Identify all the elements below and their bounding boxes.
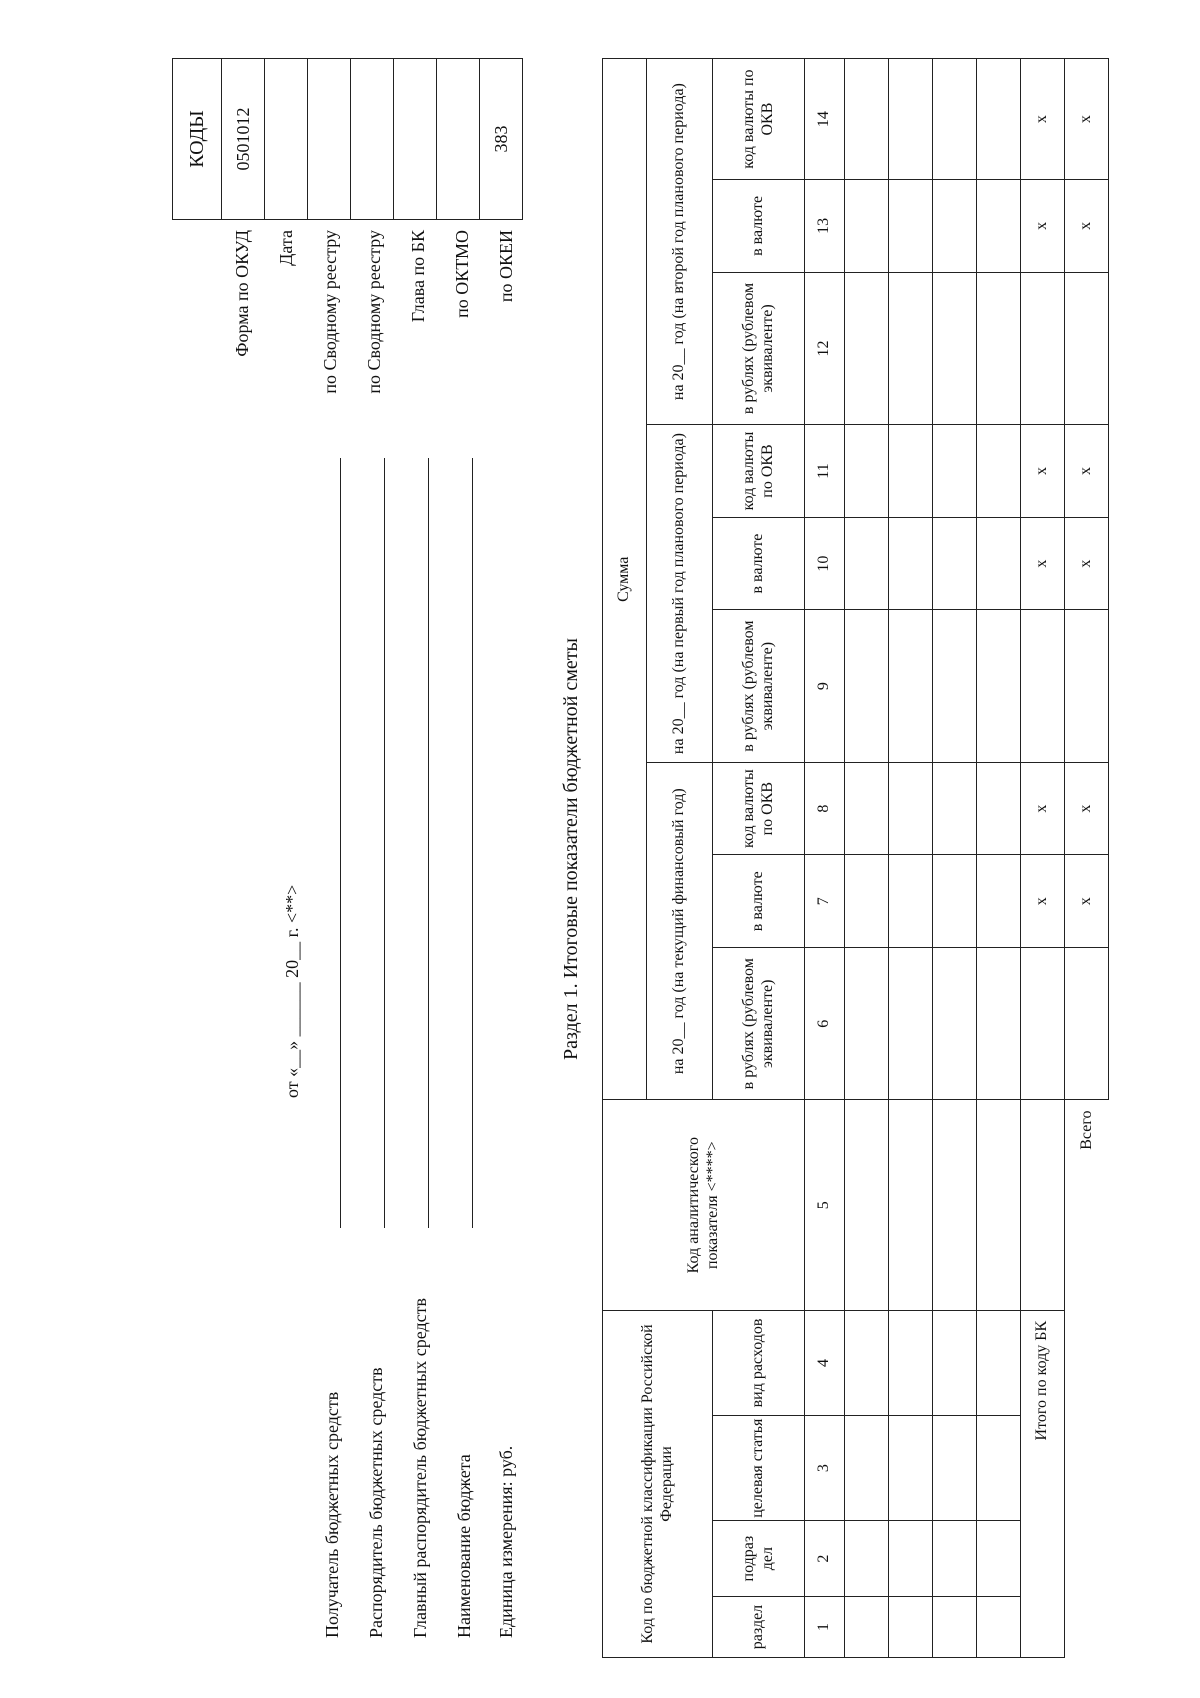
okud-label: Форма по ОКУД	[232, 230, 252, 357]
col-head-expense-type: вид расходов	[713, 1310, 805, 1415]
table-cell[interactable]	[889, 1100, 933, 1310]
estimate-table	[602, 58, 1109, 1658]
col-number: 3	[805, 1416, 845, 1521]
total-label: Всего	[1065, 1100, 1109, 1658]
table-cell[interactable]	[977, 1416, 1021, 1521]
x-mark: x	[1021, 855, 1065, 948]
table-cell[interactable]	[1021, 610, 1065, 763]
col-head-subsection: подраз дел	[713, 1521, 805, 1597]
table-cell[interactable]	[889, 180, 933, 273]
table-cell[interactable]	[1065, 947, 1109, 1100]
table-cell[interactable]	[933, 180, 977, 273]
table-cell[interactable]	[845, 425, 889, 518]
table-row	[977, 59, 1021, 1658]
table-cell[interactable]	[845, 1521, 889, 1597]
table-cell[interactable]	[845, 947, 889, 1100]
x-mark: x	[1065, 762, 1109, 855]
date-code[interactable]	[265, 59, 308, 220]
col-number: 9	[805, 610, 845, 763]
analytic-header: Код аналитического показателя <****>	[603, 1100, 805, 1310]
table-row	[845, 59, 889, 1658]
x-mark: x	[1021, 59, 1065, 180]
field-chief-manager: Главный распорядитель бюджетных средств	[410, 1298, 430, 1638]
table-cell[interactable]	[933, 59, 977, 180]
table-cell[interactable]	[845, 1100, 889, 1310]
table-cell[interactable]	[933, 855, 977, 948]
x-mark: x	[1021, 425, 1065, 518]
date-label: Дата	[276, 230, 296, 266]
x-mark: x	[1021, 517, 1065, 610]
table-cell[interactable]	[977, 947, 1021, 1100]
table-cell[interactable]	[977, 610, 1021, 763]
table-cell[interactable]	[1021, 272, 1065, 425]
table-cell[interactable]	[889, 1597, 933, 1658]
table-cell[interactable]	[977, 180, 1021, 273]
x-mark: x	[1065, 855, 1109, 948]
table-cell[interactable]	[933, 1100, 977, 1310]
total-bk-row	[1021, 59, 1065, 1658]
table-cell[interactable]	[889, 272, 933, 425]
total-bk-label: Итого по коду БК	[1021, 1310, 1065, 1657]
table-cell[interactable]	[889, 1310, 933, 1415]
sum-header: Сумма	[603, 59, 647, 1101]
table-cell[interactable]	[845, 59, 889, 180]
table-cell[interactable]	[933, 1416, 977, 1521]
table-cell[interactable]	[889, 855, 933, 948]
okei-label: по ОКЕИ	[496, 230, 516, 303]
table-cell[interactable]	[933, 1597, 977, 1658]
col-head-cur-1: в валюте	[713, 855, 805, 948]
codes-title: КОДЫ	[173, 59, 222, 220]
table-cell[interactable]	[977, 1100, 1021, 1310]
table-cell[interactable]	[845, 180, 889, 273]
period-first-plan: на 20__ год (на первый год планового периода)	[647, 425, 713, 763]
date-line: от «__» ______ 20__ г. <**>	[282, 884, 302, 1098]
table-cell[interactable]	[933, 947, 977, 1100]
oktmo-code[interactable]	[437, 59, 480, 220]
col-head-okv-2: код валюты по ОКВ	[713, 425, 805, 518]
col-head-target: целевая статья	[713, 1416, 805, 1521]
table-cell[interactable]	[977, 272, 1021, 425]
total-row	[1065, 59, 1109, 1658]
col-number: 14	[805, 59, 845, 180]
okud-code[interactable]: 0501012	[222, 59, 265, 220]
table-cell[interactable]	[933, 1521, 977, 1597]
table-cell[interactable]	[1021, 947, 1065, 1100]
col-number: 11	[805, 425, 845, 518]
table-cell[interactable]	[977, 425, 1021, 518]
table-cell[interactable]	[889, 517, 933, 610]
field-unit: Единица измерения: руб.	[496, 1445, 516, 1638]
table-cell[interactable]	[845, 272, 889, 425]
col-head-rub-3: в рублях (рублевом эквиваленте)	[713, 272, 805, 425]
x-mark: x	[1065, 517, 1109, 610]
table-cell[interactable]	[977, 855, 1021, 948]
field-manager: Распорядитель бюджетных средств	[366, 1367, 386, 1638]
table-cell[interactable]	[845, 610, 889, 763]
period-current: на 20__ год (на текущий финансовый год)	[647, 762, 713, 1100]
table-cell[interactable]	[1021, 1100, 1065, 1310]
table-cell[interactable]	[845, 517, 889, 610]
x-mark: x	[1065, 59, 1109, 180]
table-cell[interactable]	[889, 762, 933, 855]
table-cell[interactable]	[977, 762, 1021, 855]
period-second-plan: на 20__ год (на второй год планового периода)	[647, 59, 713, 425]
col-head-okv-3: код валюты по ОКВ	[713, 59, 805, 180]
x-mark: x	[1065, 180, 1109, 273]
col-head-rub-2: в рублях (рублевом эквиваленте)	[713, 610, 805, 763]
col-number: 1	[805, 1597, 845, 1658]
field-recipient: Получатель бюджетных средств	[322, 1391, 342, 1638]
table-cell[interactable]	[889, 610, 933, 763]
registry-code-1[interactable]	[308, 59, 351, 220]
table-cell[interactable]	[1065, 272, 1109, 425]
table-cell[interactable]	[889, 1521, 933, 1597]
kbk-header: Код по бюджетной классификации Российской Федерации	[603, 1310, 713, 1657]
col-number: 6	[805, 947, 845, 1100]
col-head-section: раздел	[713, 1597, 805, 1658]
x-mark: x	[1021, 762, 1065, 855]
x-mark: x	[1021, 180, 1065, 273]
table-cell[interactable]	[845, 1310, 889, 1415]
table-cell[interactable]	[1065, 610, 1109, 763]
table-cell[interactable]	[845, 855, 889, 948]
table-cell[interactable]	[889, 947, 933, 1100]
table-cell[interactable]	[933, 517, 977, 610]
field-budget-name: Наименование бюджета	[454, 1454, 474, 1638]
table-cell[interactable]	[889, 425, 933, 518]
col-number: 8	[805, 762, 845, 855]
col-head-okv-1: код валюты по ОКВ	[713, 762, 805, 855]
bk-chapter-label: Глава по БК	[408, 230, 428, 323]
table-cell[interactable]	[933, 610, 977, 763]
okei-code[interactable]: 383	[480, 59, 523, 220]
table-cell[interactable]	[845, 1597, 889, 1658]
table-cell[interactable]	[845, 762, 889, 855]
col-number: 12	[805, 272, 845, 425]
oktmo-label: по ОКТМО	[452, 230, 472, 318]
col-number: 2	[805, 1521, 845, 1597]
section-title: Раздел 1. Итоговые показатели бюджетной сметы	[560, 638, 582, 1060]
table-cell[interactable]	[977, 59, 1021, 180]
col-number: 5	[805, 1100, 845, 1310]
registry-code-2[interactable]	[351, 59, 394, 220]
col-number: 10	[805, 517, 845, 610]
table-cell[interactable]	[933, 1310, 977, 1415]
col-number: 7	[805, 855, 845, 948]
table-row	[889, 59, 933, 1658]
col-head-cur-2: в валюте	[713, 517, 805, 610]
table-cell[interactable]	[977, 1597, 1021, 1658]
table-cell[interactable]	[933, 272, 977, 425]
table-cell[interactable]	[933, 762, 977, 855]
table-row	[933, 59, 977, 1658]
table-cell[interactable]	[933, 425, 977, 518]
col-number: 13	[805, 180, 845, 273]
col-head-rub-1: в рублях (рублевом эквиваленте)	[713, 947, 805, 1100]
registry-label-2: по Сводному реестру	[364, 230, 384, 394]
table-cell[interactable]	[845, 1416, 889, 1521]
table-cell[interactable]	[977, 517, 1021, 610]
x-mark: x	[1065, 425, 1109, 518]
col-head-cur-3: в валюте	[713, 180, 805, 273]
table-cell[interactable]	[889, 59, 933, 180]
bk-chapter-code[interactable]	[394, 59, 437, 220]
codes-box	[172, 58, 523, 220]
table-cell[interactable]	[889, 1416, 933, 1521]
table-cell[interactable]	[977, 1521, 1021, 1597]
col-number: 4	[805, 1310, 845, 1415]
table-cell[interactable]	[977, 1310, 1021, 1415]
registry-label-1: по Сводному реестру	[320, 230, 340, 394]
